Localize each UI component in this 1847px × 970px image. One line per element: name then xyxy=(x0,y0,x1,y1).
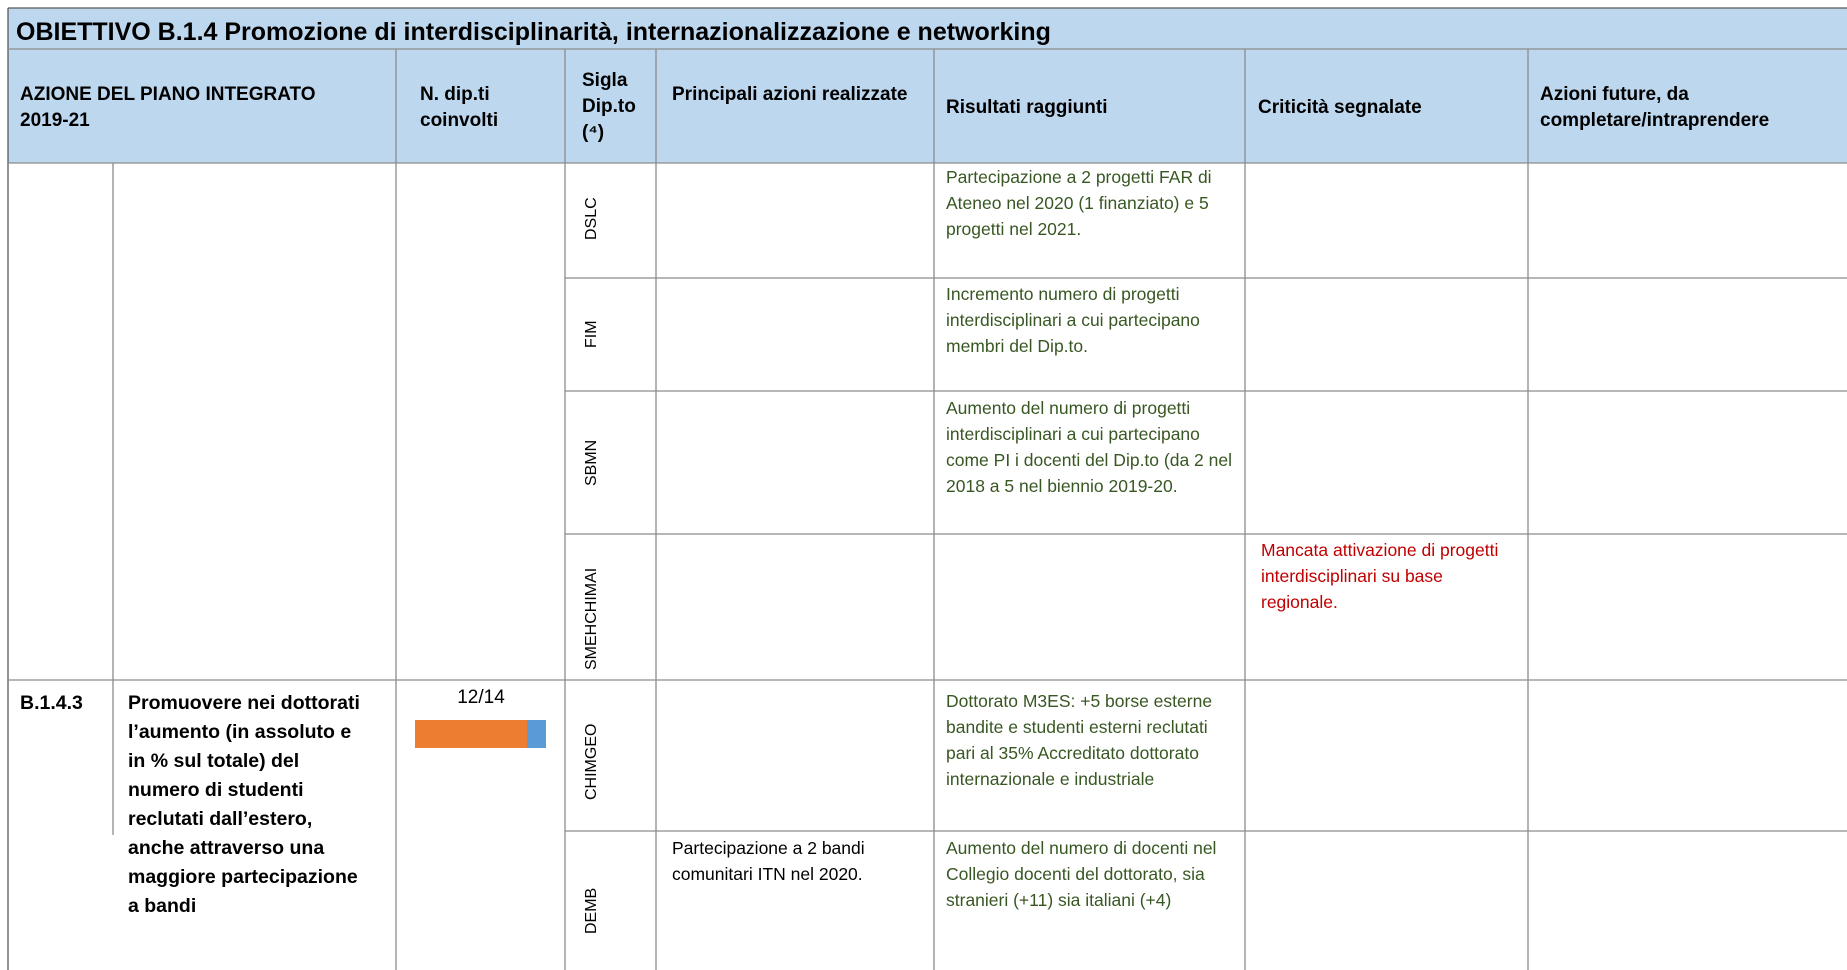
sigla-dslc: DSLC xyxy=(583,197,600,240)
criticita-smehchimai: Mancata attivazione di progetti interdisciplinari su base regionale. xyxy=(1261,540,1499,612)
header-principali: Principali azioni realizzate xyxy=(672,84,908,105)
action-text: Promuovere nei dottorati l’aumento (in assoluto e in % sul totale) del numero di studenti reclutati dall’estero, anche attraverso una maggiore partecipazione a bandi xyxy=(128,692,360,917)
header-n-dip: N. dip.ti coinvolti xyxy=(420,84,499,131)
risultati-demb: Aumento del numero di docenti nel Collegio docenti del dottorato, sia stranieri (+11) sia italiani (+4) xyxy=(946,838,1217,910)
sigla-smehchimai: SMEHCHIMAI xyxy=(583,567,600,670)
sigla-sbmn: SBMN xyxy=(583,439,600,486)
sigla-fim: FIM xyxy=(583,320,600,348)
risultati-fim: Incremento numero di progetti interdisciplinari a cui partecipano membri del Dip.to. xyxy=(946,284,1200,356)
sigla-chimgeo: CHIMGEO xyxy=(583,723,600,800)
action-code: B.1.4.3 xyxy=(20,692,83,714)
sigla-demb: DEMB xyxy=(583,887,600,934)
objective-title: OBIETTIVO B.1.4 Promozione di interdisciplinarità, internazionalizzazione e networking xyxy=(16,18,1051,46)
header-criticita: Criticità segnalate xyxy=(1258,97,1422,118)
risultati-sbmn: Aumento del numero di progetti interdisciplinari a cui partecipano come PI i docenti del Dip.to (da 2 nel 2018 a 5 nel biennio 2019-20. xyxy=(946,398,1232,496)
header-azione: AZIONE DEL PIANO INTEGRATO 2019-21 xyxy=(20,84,316,131)
n-dip-value: 12/14 xyxy=(457,687,505,708)
header-risultati: Risultati raggiunti xyxy=(946,97,1108,118)
risultati-chimgeo: Dottorato M3ES: +5 borse esterne bandite e studenti esterni reclutati pari al 35% Accreditato dottorato internazionale e industriale xyxy=(946,691,1213,789)
azioni-demb: Partecipazione a 2 bandi comunitari ITN nel 2020. xyxy=(672,838,865,884)
header-future: Azioni future, da completare/intraprendere xyxy=(1540,84,1770,131)
header-sigla: Sigla Dip.to (⁴) xyxy=(582,70,636,143)
risultati-dslc: Partecipazione a 2 progetti FAR di Ateneo nel 2020 (1 finanziato) e 5 progetti nel 2021. xyxy=(946,167,1212,239)
